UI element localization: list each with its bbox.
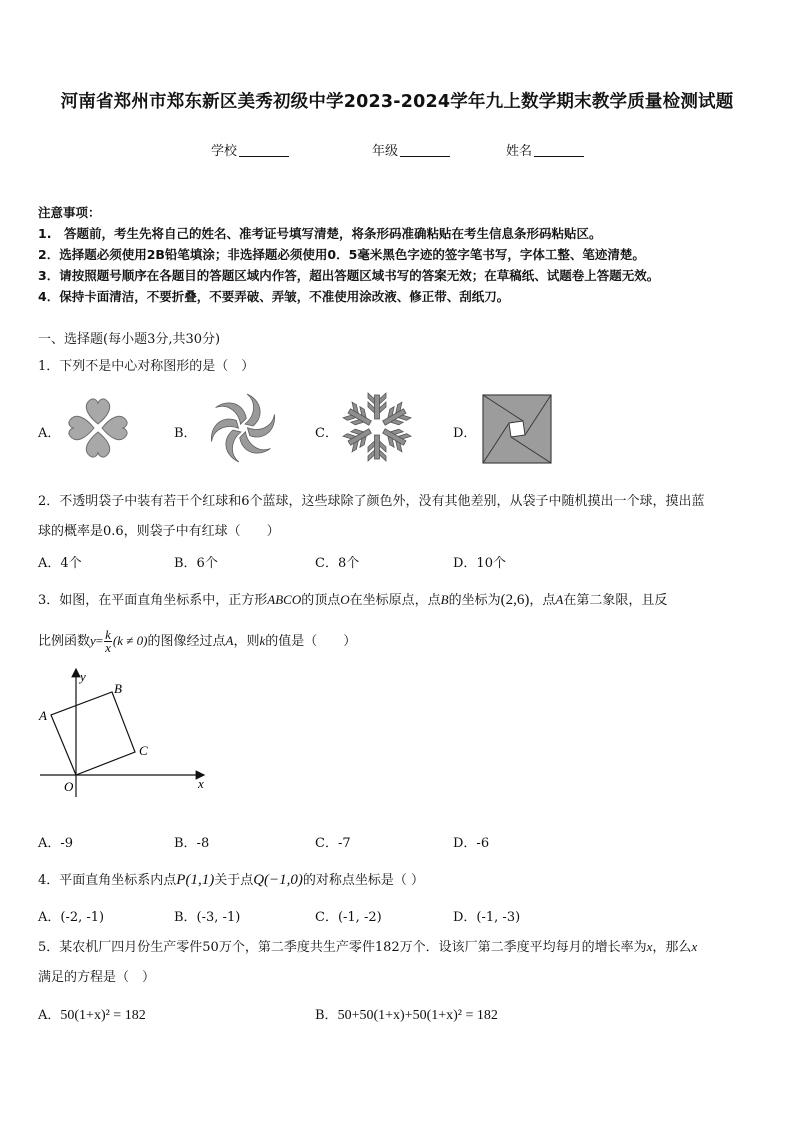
q3-frac-num: k	[105, 627, 111, 642]
note-item-2: 2．选择题必须使用2B铅笔填涂；非选择题必须使用0．5毫米黑色字迹的签字笔书写，字体工整、笔迹清楚。	[38, 247, 645, 262]
q5-option-b-formula: 50+50(1+x)+50(1+x)² = 182	[337, 1008, 498, 1023]
q5-line-2: 满足的方程是（ ）	[38, 970, 156, 985]
page-title: 河南省郑州市郑东新区美秀初级中学2023-2024学年九上数学期末教学质量检测试题	[60, 92, 734, 112]
q3-option-a: A．-9	[38, 836, 74, 851]
q1-option-a: A．	[38, 426, 61, 441]
name-blank	[534, 144, 584, 157]
point-b-label: B	[114, 681, 122, 696]
q4-option-a: A．(-2, -1)	[38, 910, 105, 925]
q3-option-c: C．-7	[315, 836, 351, 851]
grade-field	[372, 140, 450, 159]
q3-line-1	[38, 589, 667, 609]
q3-func-eq: =	[95, 633, 104, 648]
q1-stem: 1．下列不是中心对称图形的是（ ）	[38, 359, 255, 374]
q1-option-d: D．	[453, 426, 477, 441]
q2-option-d: D．10个	[453, 556, 506, 571]
q5-text-1a: 5．某农机厂四月份生产零件50万个，第二季度共生产零件182万个．设该厂第二季度平均每月的增长率为	[38, 940, 647, 955]
q4-text-c: 的对称点坐标是（ ）	[302, 873, 425, 888]
q3-option-d: D．-6	[453, 836, 490, 851]
q3-text-2d: 的值是（ ）	[265, 634, 357, 649]
name-label: 姓名	[506, 144, 533, 159]
note-item-3: 3．请按照题号顺序在各题目的答题区域内作答，超出答题区域书写的答案无效；在草稿纸、试题卷上答题无效。	[38, 268, 660, 283]
q3-text-1a: 3．如图，在平面直角坐标系中，正方形	[38, 593, 268, 608]
q3-coord: (2,6)	[500, 592, 530, 608]
q3-a-2: A	[225, 633, 234, 648]
q3-text-2b: 的图像经过点	[147, 634, 226, 649]
square-pinwheel-figure	[482, 394, 552, 464]
q3-text-1f: 在第二象限，且反	[563, 593, 668, 608]
q3-text-2c: ，则	[233, 634, 260, 649]
q2-line-2: 球的概率是0.6，则袋子中有红球（ ）	[38, 524, 280, 539]
q3-k: k	[259, 633, 266, 648]
q4-stem	[38, 869, 424, 889]
school-field	[211, 140, 289, 159]
q5-option-a-formula: 50(1+x)² = 182	[60, 1008, 146, 1023]
name-field	[506, 140, 584, 159]
q3-line-2	[38, 629, 356, 654]
grade-blank	[400, 144, 450, 157]
q4-text-b: 关于点	[214, 873, 254, 888]
q2-option-a: A．4个	[38, 556, 82, 571]
q5-x-2: x	[691, 939, 698, 954]
q5-option-b-label: B．	[315, 1008, 338, 1023]
q4-option-c: C．(-1, -2)	[315, 910, 382, 925]
q5-line-1	[38, 936, 697, 955]
swirl-pinwheel-figure	[207, 392, 279, 464]
origin-label: O	[64, 779, 74, 794]
note-item-1: 1. 答题前，考生先将自己的姓名、准考证号填写清楚，将条形码准确粘贴在考生信息条形码粘贴区。	[38, 226, 602, 241]
q3-text-1e: ，点	[529, 593, 556, 608]
q3-func-y: y	[90, 633, 96, 648]
q3-coordinate-graph	[34, 665, 214, 800]
q4-option-b: B．(-3, -1)	[174, 910, 241, 925]
section-heading: 一、选择题(每小题3分,共30分)	[38, 332, 221, 347]
square-abco	[51, 692, 135, 775]
q3-fraction	[104, 629, 112, 654]
q3-text-1d: 的坐标为	[448, 593, 501, 608]
q3-text-1c: 在坐标原点，点	[349, 593, 441, 608]
q3-frac-den: x	[105, 640, 111, 655]
q4-point-q: Q(−1,0)	[253, 872, 303, 888]
point-c-label: C	[139, 743, 148, 758]
arrow-snowflake-figure	[342, 392, 412, 462]
q3-option-b: B．-8	[174, 836, 210, 851]
notes-heading: 注意事项：	[38, 205, 101, 220]
q4-option-d: D．(-1, -3)	[453, 910, 521, 925]
grade-label: 年级	[372, 144, 399, 159]
heart-clover-figure	[64, 394, 132, 462]
q4-point-p: P(1,1)	[176, 872, 215, 888]
q3-o: O	[340, 592, 350, 607]
q3-abco: ABCO	[267, 592, 302, 607]
q4-text-a: 4．平面直角坐标系内点	[38, 873, 177, 888]
q5-option-a	[38, 1004, 146, 1024]
q5-x: x	[646, 939, 653, 954]
q2-option-b: B．6个	[174, 556, 218, 571]
q3-b: B	[440, 592, 449, 607]
q3-text-1b: 的顶点	[301, 593, 341, 608]
q3-cond: (k ≠ 0)	[112, 633, 148, 648]
q2-line-1: 2．不透明袋子中装有若干个红球和6个蓝球，这些球除了颜色外，没有其他差别，从袋子中随机摸出一个球，摸出蓝	[38, 494, 705, 509]
point-a-label: A	[39, 708, 47, 723]
y-axis-label: y	[80, 669, 86, 684]
q5-option-a-label: A．	[38, 1008, 61, 1023]
x-axis-label: x	[198, 776, 204, 791]
q5-option-b	[315, 1004, 498, 1024]
q3-a: A	[555, 592, 564, 607]
q1-option-c: C．	[315, 426, 338, 441]
school-label: 学校	[211, 144, 238, 159]
q2-option-c: C．8个	[315, 556, 360, 571]
school-blank	[239, 144, 289, 157]
q5-text-1b: ，那么	[652, 940, 692, 955]
q1-option-b: B．	[174, 426, 197, 441]
note-item-4: 4．保持卡面清洁，不要折叠，不要弄破、弄皱，不准使用涂改液、修正带、刮纸刀。	[38, 289, 510, 304]
q3-text-2a: 比例函数	[38, 634, 91, 649]
